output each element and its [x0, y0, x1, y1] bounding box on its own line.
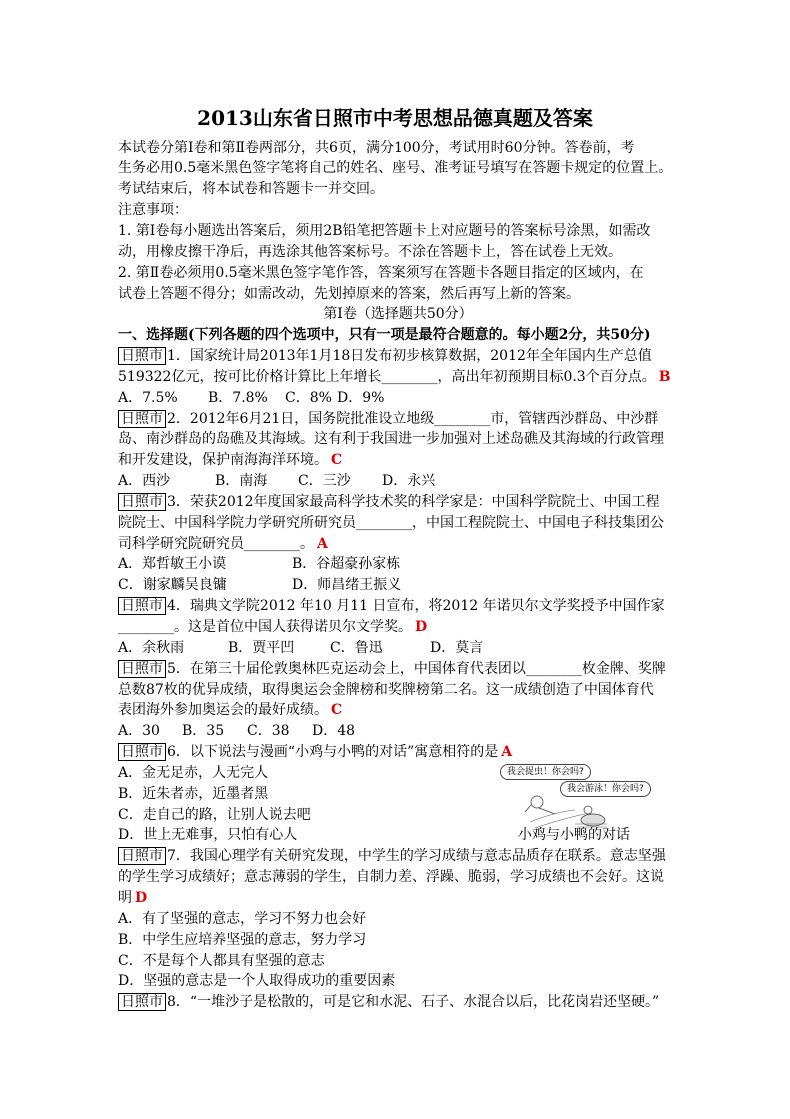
question-text: 表团海外参加奥运会的最好成绩。 — [118, 702, 328, 719]
answer-key: D — [135, 889, 148, 906]
option-b: B．中学生应培养坚强的意志，努力学习 — [118, 931, 367, 948]
option-a: A．余秋雨 — [118, 639, 185, 656]
region-tag: 日照市 — [118, 847, 166, 865]
option-b: B．35 — [182, 723, 225, 740]
question-3-options — [118, 554, 678, 575]
bubble-text-duck: 我会游泳！你会吗? — [560, 781, 651, 797]
question-text: 519322亿元，按可比价格计算比上年增长________，高出年初预期目标0.3个百分点。 — [118, 368, 656, 385]
option-d: D．世上无难事，只怕有心人 — [118, 827, 298, 844]
question-text: 司科学研究院研究员________。 — [118, 535, 314, 552]
option-b: B．谷超豪孙家栋 — [292, 556, 401, 573]
option-a: A．西沙 — [118, 473, 171, 490]
figure-caption: 小鸡与小鸭的对话 — [518, 827, 630, 843]
region-tag: 日照市 — [118, 743, 166, 761]
document-title: 2013山东省日照市中考思想品德真题及答案 — [197, 106, 593, 130]
question-5-options — [118, 721, 678, 742]
question-2-options — [118, 471, 678, 492]
question-8-line — [118, 992, 678, 1013]
answer-key: B — [658, 368, 671, 385]
question-3-options — [118, 575, 678, 596]
question-7-line: 的学生学习成绩好；意志薄弱的学生，自制力差、浮躁、脆弱，学习成绩也不会好。这说 — [118, 869, 664, 886]
question-text: 2．2012年6月21日，国务院批准设立地级________市，管辖西沙群岛、中沙群 — [167, 410, 659, 427]
question-2-line — [118, 450, 678, 471]
region-tag: 日照市 — [118, 493, 166, 511]
question-3-line — [118, 492, 678, 513]
option-c: C．38 — [247, 723, 290, 740]
note-line: 动，用橡皮擦干净后，再选涂其他答案标号。不涂在答题卡上，答在试卷上无效。 — [118, 243, 622, 260]
region-tag: 日照市 — [118, 410, 166, 428]
note-line: 2. 第Ⅱ卷必须用0.5毫米黑色签字笔作答，答案须写在答题卡各题目指定的区域内，在 — [118, 264, 644, 281]
question-5-line: 总数87枚的优异成绩，取得奥运会金牌榜和奖牌榜第二名。这一成绩创造了中国体育代 — [118, 681, 654, 698]
option-d: D．师昌绪王振义 — [292, 577, 402, 594]
question-text: 7．我国心理学有关研究发现，中学生的学习成绩与意志品质存在联系。意志坚强 — [167, 848, 666, 865]
intro-line: 本试卷分第Ⅰ卷和第Ⅱ卷两部分，共6页，满分100分，考试用时60分钟。答卷前，考 — [118, 139, 635, 156]
option-d: D．9% — [337, 389, 385, 406]
question-text: 6．以下说法与漫画“小鸡与小鸭的对话”寓意相符的是 — [167, 744, 499, 761]
option-c: C．不是每个人都具有坚强的意志 — [118, 952, 325, 969]
question-4-line — [118, 617, 678, 638]
question-4-line — [118, 596, 678, 617]
answer-key: C — [331, 452, 343, 469]
answer-key: A — [501, 744, 513, 761]
option-d: D．坚强的意志是一个人取得成功的重要因素 — [118, 973, 396, 990]
option-a: A．郑哲敏王小谟 — [118, 556, 227, 573]
question-text: 4．瑞典文学院2012 年10 月11 日宣布，将2012 年诺贝尔文学奖授予中国作家 — [167, 598, 665, 615]
option-c: C．8% — [285, 389, 332, 406]
option-b: B．南海 — [215, 473, 268, 490]
question-3-line — [118, 534, 678, 555]
question-7-line — [118, 846, 678, 867]
question-2-line: 岛、南沙群岛的岛礁及其海域。这有利于我国进一步加强对上述岛礁及其海域的行政管理 — [118, 431, 664, 448]
option-b: B．贾平凹 — [228, 639, 295, 656]
option-b: B．7.8% — [208, 389, 268, 406]
option-d: D．莫言 — [430, 639, 484, 656]
answer-key: A — [317, 535, 328, 552]
question-4-options — [118, 638, 678, 659]
answer-key: D — [415, 619, 428, 635]
question-1-line — [118, 346, 678, 367]
option-d: D．永兴 — [382, 473, 436, 490]
note-line: 1. 第Ⅰ卷每小题选出答案后，须用2B铅笔把答题卡上对应题号的答案标号涂黑，如需改 — [118, 222, 651, 239]
question-text: 5．在第三十届伦敦奥林匹克运动会上，中国体育代表团以________枚金牌、奖牌 — [167, 660, 666, 677]
question-5-line — [118, 659, 678, 680]
option-d: D．48 — [312, 723, 356, 740]
question-text: 1．国家统计局2013年1月18日发布初步核算数据，2012年全年国内生产总值 — [167, 348, 652, 365]
answer-key: C — [331, 702, 343, 719]
question-text: 和开发建设，保护南海海洋环境。 — [118, 452, 328, 469]
option-a: A．30 — [118, 723, 160, 740]
question-6-line — [118, 742, 678, 763]
part-title: 第Ⅰ卷（选择题共50分） — [323, 306, 473, 323]
question-1-line — [118, 367, 678, 388]
option-a: A．7.5% — [118, 389, 178, 406]
question-text: ________。这是首位中国人获得诺贝尔文学奖。 — [118, 619, 412, 635]
section-title: 一、选择题(下列各题的四个选项中，只有一项是最符合题意的。每小题2分，共50分) — [118, 327, 651, 344]
question-text: 8．“一堆沙子是松散的，可是它和水泥、石子、水混合以后，比花岗岩还坚硬。” — [167, 994, 660, 1011]
option-a: A．金无足赤，人无完人 — [118, 764, 269, 781]
region-tag: 日照市 — [118, 597, 166, 615]
question-text: 3．荣获2012年度国家最高科学技术奖的科学家是：中国科学院院士、中国工程 — [167, 493, 660, 510]
option-b: B．近朱者赤，近墨者黑 — [118, 785, 269, 802]
intro-line: 生务必用0.5毫米黑色签字笔将自己的姓名、座号、准考证号填写在答题卡规定的位置上。 — [118, 160, 673, 177]
region-tag: 日照市 — [118, 660, 166, 678]
option-c: C．走自己的路，让别人说去吧 — [118, 806, 311, 823]
option-c: C．谢家麟吴良镛 — [118, 577, 227, 594]
option-c: C．鲁迅 — [330, 639, 383, 656]
option-a: A．有了坚强的意志，学习不努力也会好 — [118, 910, 367, 927]
question-7-line — [118, 888, 678, 909]
region-tag: 日照市 — [118, 993, 166, 1011]
question-2-line — [118, 409, 678, 430]
notes-heading: 注意事项： — [118, 202, 188, 219]
bubble-text-chick: 我会捉虫！你会吗? — [500, 764, 591, 780]
option-c: C．三沙 — [298, 473, 351, 490]
question-1-options — [118, 388, 678, 409]
question-5-line — [118, 700, 678, 721]
note-line: 试卷上答题不得分；如需改动，先划掉原来的答案，然后再写上新的答案。 — [118, 285, 580, 302]
question-text: 明 — [118, 889, 132, 906]
intro-line: 考试结束后，将本试卷和答题卡一并交回。 — [118, 181, 384, 198]
region-tag: 日照市 — [118, 347, 166, 365]
question-3-line: 院院士、中国科学院力学研究所研究员________，中国工程院院士、中国电子科技集团公 — [118, 514, 664, 531]
document-body — [118, 138, 678, 1013]
